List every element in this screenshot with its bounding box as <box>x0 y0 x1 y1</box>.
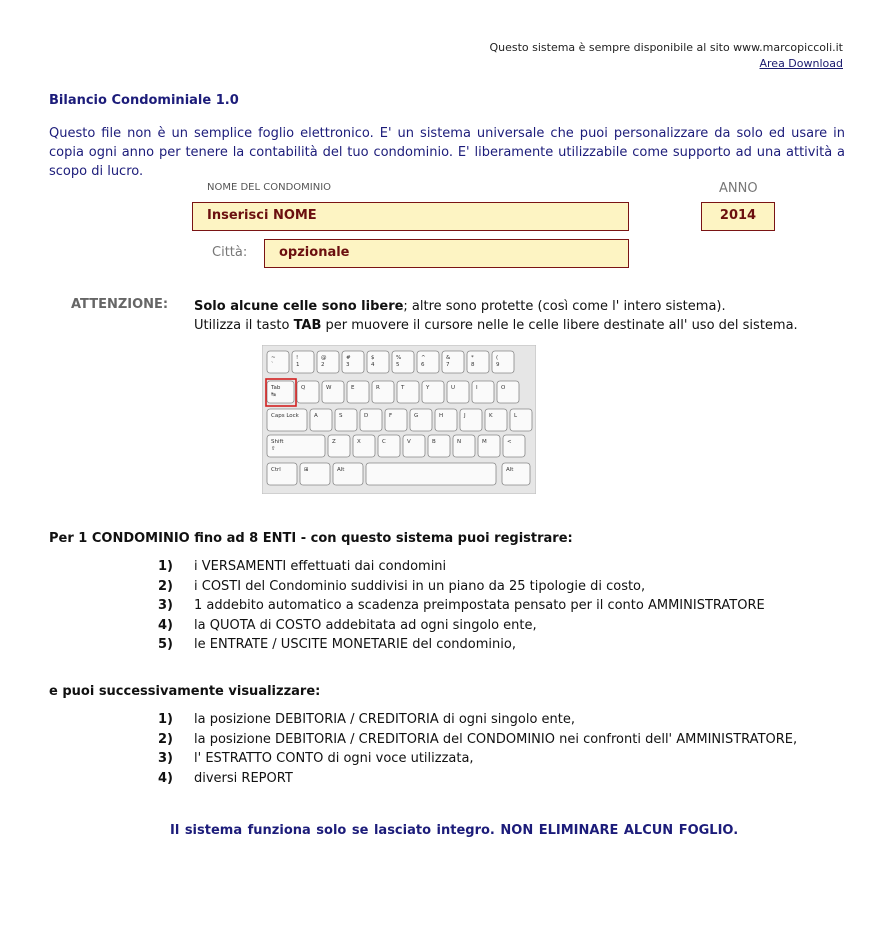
svg-text:S: S <box>339 413 343 419</box>
svg-text:9: 9 <box>496 362 500 368</box>
keyboard-key <box>292 351 314 373</box>
svg-text:U: U <box>451 385 456 391</box>
svg-text:1: 1 <box>296 362 300 368</box>
availability-text: Questo sistema è sempre disponibile al sito www.marcopiccoli.it <box>489 41 843 54</box>
keyboard-key <box>497 381 519 403</box>
svg-text:Y: Y <box>426 385 430 391</box>
shift-key <box>267 435 325 457</box>
keyboard-key <box>310 409 332 431</box>
svg-text:N: N <box>457 439 462 445</box>
city-field[interactable]: opzionale <box>264 239 629 268</box>
keyboard-key <box>353 435 375 457</box>
svg-text:Ctrl: Ctrl <box>271 467 281 473</box>
svg-text:C: C <box>382 439 386 445</box>
svg-text:6: 6 <box>421 362 425 368</box>
svg-text:~: ~ <box>271 355 276 361</box>
list-item: 2) la posizione DEBITORIA / CREDITORIA del CONDOMINIO nei confronti dell' AMMINISTRATORE, <box>158 731 798 747</box>
keyboard-key <box>442 351 464 373</box>
svg-text:8: 8 <box>471 362 475 368</box>
keyboard-key <box>385 409 407 431</box>
keyboard-key <box>467 351 489 373</box>
keyboard-key <box>485 409 507 431</box>
svg-text:W: W <box>326 385 332 391</box>
keyboard-key <box>417 351 439 373</box>
ctrl-key <box>267 463 297 485</box>
keyboard-key <box>453 435 475 457</box>
keyboard-key <box>360 409 382 431</box>
svg-text:E: E <box>351 385 355 391</box>
svg-text:Tab: Tab <box>271 385 281 391</box>
attention-line2-post: per muovere il cursore nelle le celle libere destinate all' uso del sistema. <box>321 318 798 333</box>
svg-text:3: 3 <box>346 362 350 368</box>
svg-text:R: R <box>376 385 380 391</box>
keyboard-key <box>335 409 357 431</box>
keyboard-key <box>510 409 532 431</box>
svg-text:#: # <box>346 355 351 361</box>
alt-key-right <box>502 463 530 485</box>
keyboard-key <box>492 351 514 373</box>
list-item: 4) la QUOTA di COSTO addebitata ad ogni singolo ente, <box>158 617 537 633</box>
register-title: Per 1 CONDOMINIO fino ad 8 ENTI - con questo sistema puoi registrare: <box>49 531 573 546</box>
view-list <box>158 710 797 788</box>
svg-text:K: K <box>489 413 493 419</box>
svg-text:4: 4 <box>371 362 375 368</box>
page-title: Bilancio Condominiale 1.0 <box>49 93 239 108</box>
svg-text:&: & <box>446 355 451 361</box>
list-item: 4) diversi REPORT <box>158 770 293 786</box>
svg-text:<: < <box>507 439 512 445</box>
attention-text <box>194 297 798 335</box>
list-item: 2) i COSTI del Condominio suddivisi in un piano da 25 tipologie di costo, <box>158 578 646 594</box>
svg-text:T: T <box>401 385 405 391</box>
svg-text:$: $ <box>371 355 375 361</box>
city-label: Città: <box>212 245 248 260</box>
keyboard-key <box>503 435 525 457</box>
keyboard-key <box>435 409 457 431</box>
svg-text:7: 7 <box>446 362 450 368</box>
keyboard-key <box>392 351 414 373</box>
keyboard-key <box>372 381 394 403</box>
name-label: NOME DEL CONDOMINIO <box>207 182 332 193</box>
list-item: 3) l' ESTRATTO CONTO di ogni voce utilizzata, <box>158 751 474 766</box>
keyboard-key <box>460 409 482 431</box>
availability-note <box>489 40 843 72</box>
svg-text:A: A <box>314 413 318 419</box>
svg-text:Alt: Alt <box>506 467 514 473</box>
keyboard-illustration <box>262 345 536 494</box>
year-label: ANNO <box>719 181 758 196</box>
svg-text:V: V <box>407 439 411 445</box>
svg-text:D: D <box>364 413 369 419</box>
keyboard-key <box>367 351 389 373</box>
view-title: e puoi successivamente visualizzare: <box>49 684 321 699</box>
keyboard-key <box>347 381 369 403</box>
svg-text:⇧: ⇧ <box>271 446 276 452</box>
list-item: 1) i VERSAMENTI effettuati dai condomini <box>158 559 447 574</box>
keyboard-key <box>297 381 319 403</box>
svg-text:@: @ <box>321 355 327 361</box>
svg-text:Shift: Shift <box>271 439 284 445</box>
keyboard-key <box>403 435 425 457</box>
svg-text:^: ^ <box>421 355 426 361</box>
keyboard-key <box>378 435 400 457</box>
keyboard-key <box>422 381 444 403</box>
attention-line2-pre: Utilizza il tasto <box>194 318 294 333</box>
attention-tab-key: TAB <box>293 318 322 333</box>
intro-text: Questo file non è un semplice foglio elettronico. E' un sistema universale che puoi personalizzare da solo ed usare in copia ogni anno per tenere la contabilità del tuo condominio. E' liberamente utilizzabile come supporto ad una attività a scopo di lucro. <box>49 126 845 179</box>
windows-key <box>300 463 330 485</box>
caps-lock-key <box>267 409 307 431</box>
svg-text:X: X <box>357 439 361 445</box>
svg-text:Alt: Alt <box>337 467 345 473</box>
svg-text:Z: Z <box>332 439 336 445</box>
keyboard-key <box>472 381 494 403</box>
attention-label: ATTENZIONE: <box>71 297 169 312</box>
svg-text:B: B <box>432 439 436 445</box>
footer-warning: Il sistema funziona solo se lasciato integro. NON ELIMINARE ALCUN FOGLIO. <box>170 823 739 838</box>
keyboard-key <box>397 381 419 403</box>
svg-text:!: ! <box>296 355 299 361</box>
area-download-link[interactable]: Area Download <box>759 57 843 70</box>
year-field[interactable]: 2014 <box>701 202 775 231</box>
svg-text:J: J <box>464 413 466 419</box>
list-item: 5) le ENTRATE / USCITE MONETARIE del condominio, <box>158 637 516 652</box>
list-item: 3) 1 addebito automatico a scadenza preimpostata pensato per il conto AMMINISTRATORE <box>158 598 765 613</box>
svg-text:(: ( <box>496 355 499 361</box>
keyboard-key <box>267 351 289 373</box>
svg-text:Q: Q <box>301 385 306 391</box>
svg-text:I: I <box>476 385 478 391</box>
svg-text:2: 2 <box>321 362 325 368</box>
svg-text:↹: ↹ <box>271 392 276 398</box>
keyboard-key <box>410 409 432 431</box>
register-list <box>158 557 765 655</box>
svg-text:F: F <box>389 413 393 419</box>
space-key <box>366 463 496 485</box>
keyboard-key <box>322 381 344 403</box>
svg-text:Caps Lock: Caps Lock <box>271 413 299 419</box>
svg-text:5: 5 <box>396 362 400 368</box>
list-item: 1) la posizione DEBITORIA / CREDITORIA di ogni singolo ente, <box>158 712 576 727</box>
keyboard-key <box>328 435 350 457</box>
alt-key <box>333 463 363 485</box>
keyboard-key <box>317 351 339 373</box>
svg-text:M: M <box>482 439 487 445</box>
svg-text:*: * <box>471 355 474 361</box>
keyboard-key <box>478 435 500 457</box>
svg-text:⊞: ⊞ <box>304 467 309 473</box>
keyboard-key <box>428 435 450 457</box>
svg-text:L: L <box>514 413 518 419</box>
attention-rest: ; altre sono protette (così come l' intero sistema). <box>403 299 726 314</box>
keyboard-key <box>342 351 364 373</box>
attention-bold: Solo alcune celle sono libere <box>194 299 404 314</box>
svg-text:G: G <box>414 413 419 419</box>
svg-text:O: O <box>501 385 506 391</box>
tab-key <box>267 381 294 403</box>
condominium-name-field[interactable]: Inserisci NOME <box>192 202 629 231</box>
svg-text:H: H <box>439 413 444 419</box>
keyboard-key <box>447 381 469 403</box>
svg-text:%: % <box>396 355 402 361</box>
svg-text:`: ` <box>271 362 274 368</box>
